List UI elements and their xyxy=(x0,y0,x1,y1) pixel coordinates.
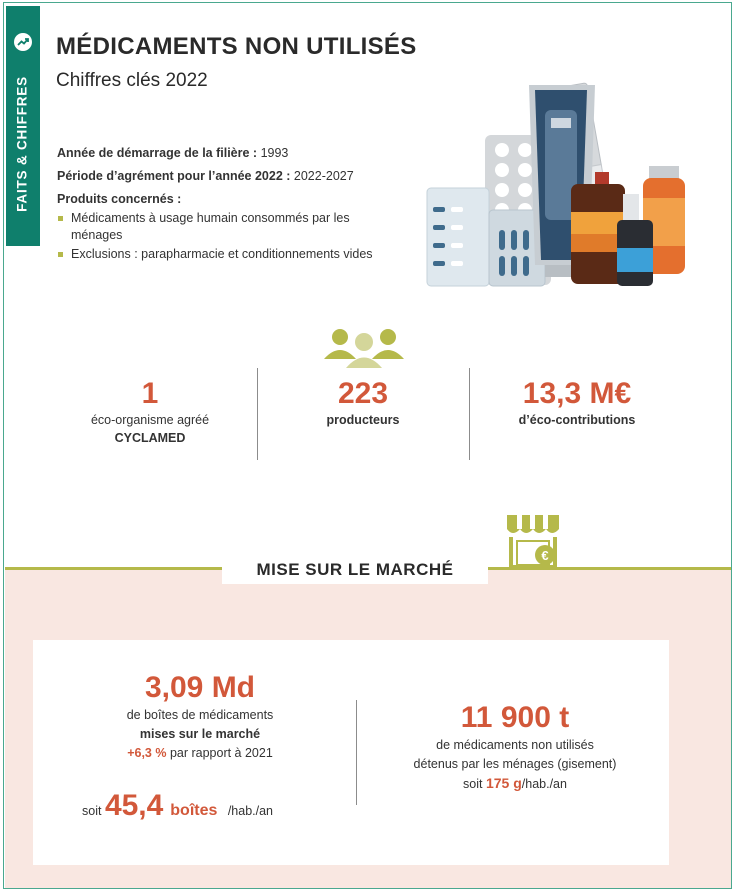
section-title: MISE SUR LE MARCHÉ xyxy=(222,556,488,584)
side-tab xyxy=(6,6,40,246)
stat-producteurs xyxy=(283,377,443,429)
tonnage-value: 11 900 t xyxy=(460,701,570,734)
boxes-line2: mises sur le marché xyxy=(139,727,261,741)
soit-label: soit xyxy=(82,804,102,818)
medicines-illustration xyxy=(423,80,688,290)
period-line xyxy=(57,168,397,185)
divider xyxy=(469,368,470,460)
start-year-value: 1993 xyxy=(260,146,289,160)
divider xyxy=(356,700,357,805)
tonnage-stat xyxy=(385,700,645,794)
change-suffix: par rapport à 2021 xyxy=(169,746,273,760)
tonnage-line1: de médicaments non utilisés xyxy=(436,738,594,752)
boxes-per-hab xyxy=(82,789,273,823)
period-value: 2022-2027 xyxy=(293,169,354,183)
soit-label: soit xyxy=(463,777,483,791)
stat-value: 13,3 M€ xyxy=(522,377,632,410)
divider xyxy=(257,368,258,460)
products-heading: Produits concernés : xyxy=(57,192,182,206)
boxes-stat xyxy=(40,670,360,763)
per-hab-grams: 175 g xyxy=(485,775,522,791)
boxes-value: 3,09 Md xyxy=(144,671,256,704)
stat-value: 1 xyxy=(141,377,159,410)
shop-euro-icon xyxy=(503,513,563,571)
svg-text:€: € xyxy=(541,548,549,563)
change-percent: +6,3 % xyxy=(127,746,167,760)
info-block xyxy=(57,145,397,265)
stat-eco-organisme xyxy=(80,377,220,447)
stat-label: éco-organisme agréé xyxy=(90,413,210,427)
tonnage-line2: détenus par les ménages (gisement) xyxy=(413,757,617,771)
bullet-icon xyxy=(58,216,63,221)
start-year-label: Année de démarrage de la filière : xyxy=(57,146,258,160)
stat-label-strong: d’éco-contributions xyxy=(518,413,636,427)
bullet-icon xyxy=(58,252,63,257)
trend-up-icon xyxy=(14,33,32,51)
per-hab-suffix: /hab./an xyxy=(521,777,567,791)
period-label: Période d’agrément pour l’année 2022 : xyxy=(57,169,291,183)
list-item: Médicaments à usage humain consommés par les ménages xyxy=(57,210,397,244)
boxes-line1: de boîtes de médicaments xyxy=(126,708,274,722)
products-list xyxy=(57,210,397,263)
stat-label-strong: CYCLAMED xyxy=(114,431,186,445)
stat-value: 223 xyxy=(337,377,389,410)
per-hab-unit: boîtes xyxy=(170,802,218,819)
page-subtitle: Chiffres clés 2022 xyxy=(56,70,208,91)
per-hab-suffix: /hab./an xyxy=(227,804,274,818)
per-hab-value: 45,4 xyxy=(104,789,164,822)
tonnage-per-hab xyxy=(385,774,645,794)
stat-eco-contributions xyxy=(497,377,657,429)
start-year-line xyxy=(57,145,397,162)
boxes-change xyxy=(40,744,360,763)
side-tab-label: FAITS & CHIFFRES xyxy=(14,76,30,212)
people-group-icon xyxy=(320,327,408,369)
page-title: MÉDICAMENTS NON UTILISÉS xyxy=(56,33,417,60)
stat-label-strong: producteurs xyxy=(326,413,400,427)
list-item: Exclusions : parapharmacie et conditionnements vides xyxy=(57,246,397,263)
